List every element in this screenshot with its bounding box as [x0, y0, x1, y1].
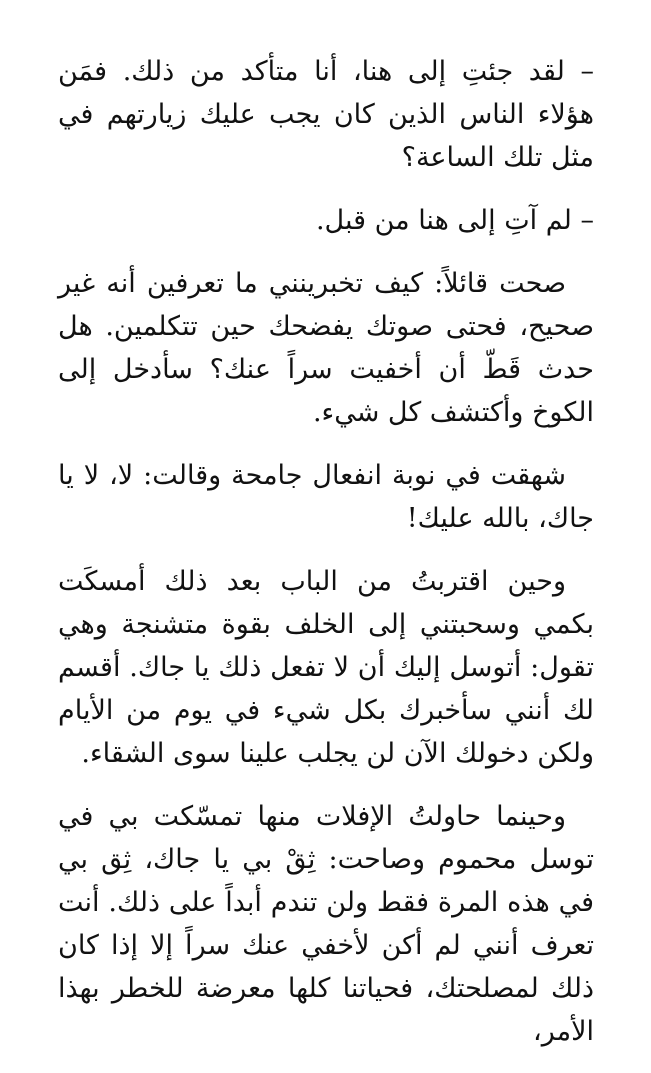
paragraph-6: وحينما حاولتُ الإفلات منها تمسّكت بي في توسل محموم وصاحت: ثِقْ بي يا جاك، ثِق بي في هذه المرة فقط ولن تندم أبداً على ذلك. أنت تعرف أنني لم أكن لأخفي عنك سراً إلا إذا كان ذلك لمصلحتك، فحياتنا كلها معرضة للخطر بهذا الأمر، — [58, 801, 594, 1047]
paragraph-3: صحت قائلاً: كيف تخبرينني ما تعرفين أنه غير صحيح، فحتى صوتك يفضحك حين تتكلمين. هل حدث قَطّ أن أخفيت سراً عنك؟ سأدخل إلى الكوخ وأكتشف كل شيء. — [58, 268, 594, 428]
page-text — [58, 50, 594, 1073]
paragraph-4: شهقت في نوبة انفعال جامحة وقالت: لا، لا يا جاك، بالله عليك! — [58, 460, 594, 534]
paragraph-1: – لقد جئتِ إلى هنا، أنا متأكد من ذلك. فمَن هؤلاء الناس الذين كان يجب عليك زيارتهم في مثل تلك الساعة؟ — [58, 56, 594, 173]
paragraph-5: وحين اقتربتُ من الباب بعد ذلك أمسكَت بكمي وسحبتني إلى الخلف بقوة متشنجة وهي تقول: أتوسل إليك أن لا تفعل ذلك يا جاك. أقسم لك أنني سأخبرك بكل شيء في يوم من الأيام ولكن دخولك الآن لن يجلب علينا سوى الشقاء. — [58, 566, 594, 769]
paragraph-2: – لم آتِ إلى هنا من قبل. — [315, 205, 594, 236]
